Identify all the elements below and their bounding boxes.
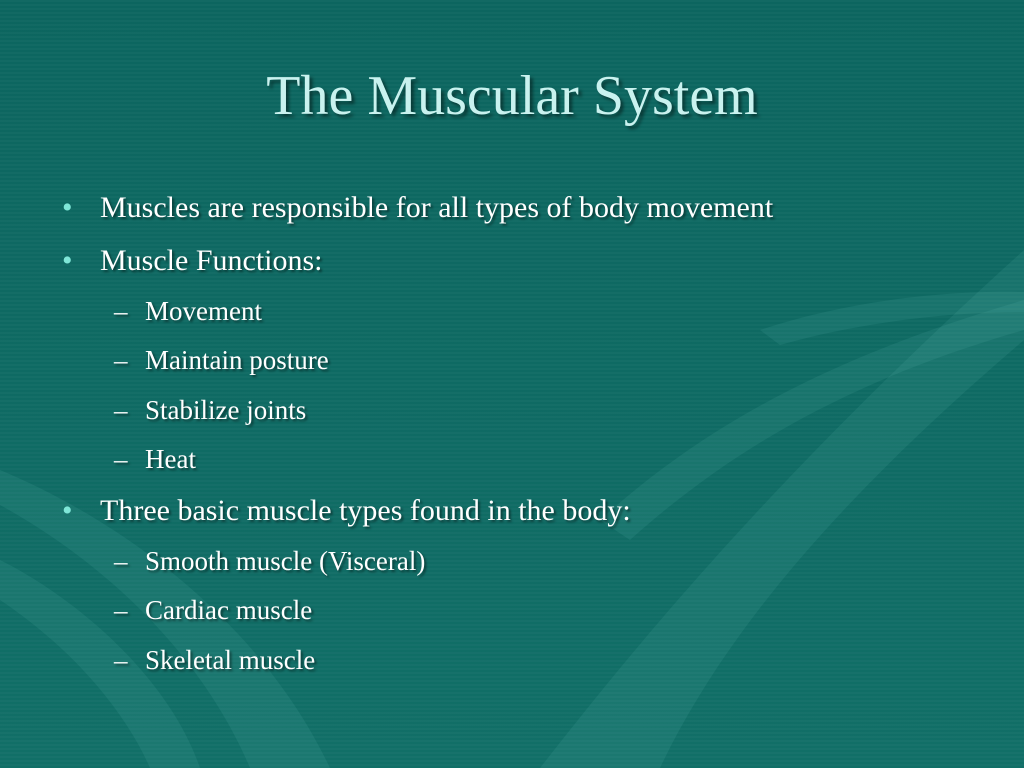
dash-marker: – <box>114 345 128 375</box>
sub-bullet-text: Cardiac muscle <box>145 595 313 625</box>
slide-title: The Muscular System <box>266 65 758 127</box>
sub-bullet-text: Movement <box>145 296 262 326</box>
bullet-item <box>62 190 773 226</box>
bullet-text: Muscles are responsible for all types of body movement <box>100 191 774 224</box>
bullet-marker: • <box>62 494 73 527</box>
bullet-item <box>62 493 631 529</box>
dash-marker: – <box>114 595 128 625</box>
sub-bullet-text: Skeletal muscle <box>145 645 316 675</box>
sub-bullet-item <box>114 295 262 327</box>
bullet-item <box>62 243 323 279</box>
sub-bullet-item <box>114 394 306 426</box>
sub-bullet-text: Heat <box>145 444 196 474</box>
bullet-text: Three basic muscle types found in the body: <box>100 494 631 527</box>
sub-bullet-text: Smooth muscle (Visceral) <box>145 546 426 576</box>
dash-marker: – <box>114 645 128 675</box>
dash-marker: – <box>114 444 128 474</box>
sub-bullet-item <box>114 344 329 376</box>
dash-marker: – <box>114 546 128 576</box>
sub-bullet-item <box>114 545 425 577</box>
dash-marker: – <box>114 395 128 425</box>
dash-marker: – <box>114 296 128 326</box>
sub-bullet-item <box>114 443 196 475</box>
bullet-marker: • <box>62 191 73 224</box>
sub-bullet-text: Maintain posture <box>145 345 329 375</box>
bullet-marker: • <box>62 244 73 277</box>
sub-bullet-item <box>114 644 315 676</box>
sub-bullet-item <box>114 594 312 626</box>
bullet-text: Muscle Functions: <box>100 244 323 277</box>
sub-bullet-text: Stabilize joints <box>145 395 307 425</box>
